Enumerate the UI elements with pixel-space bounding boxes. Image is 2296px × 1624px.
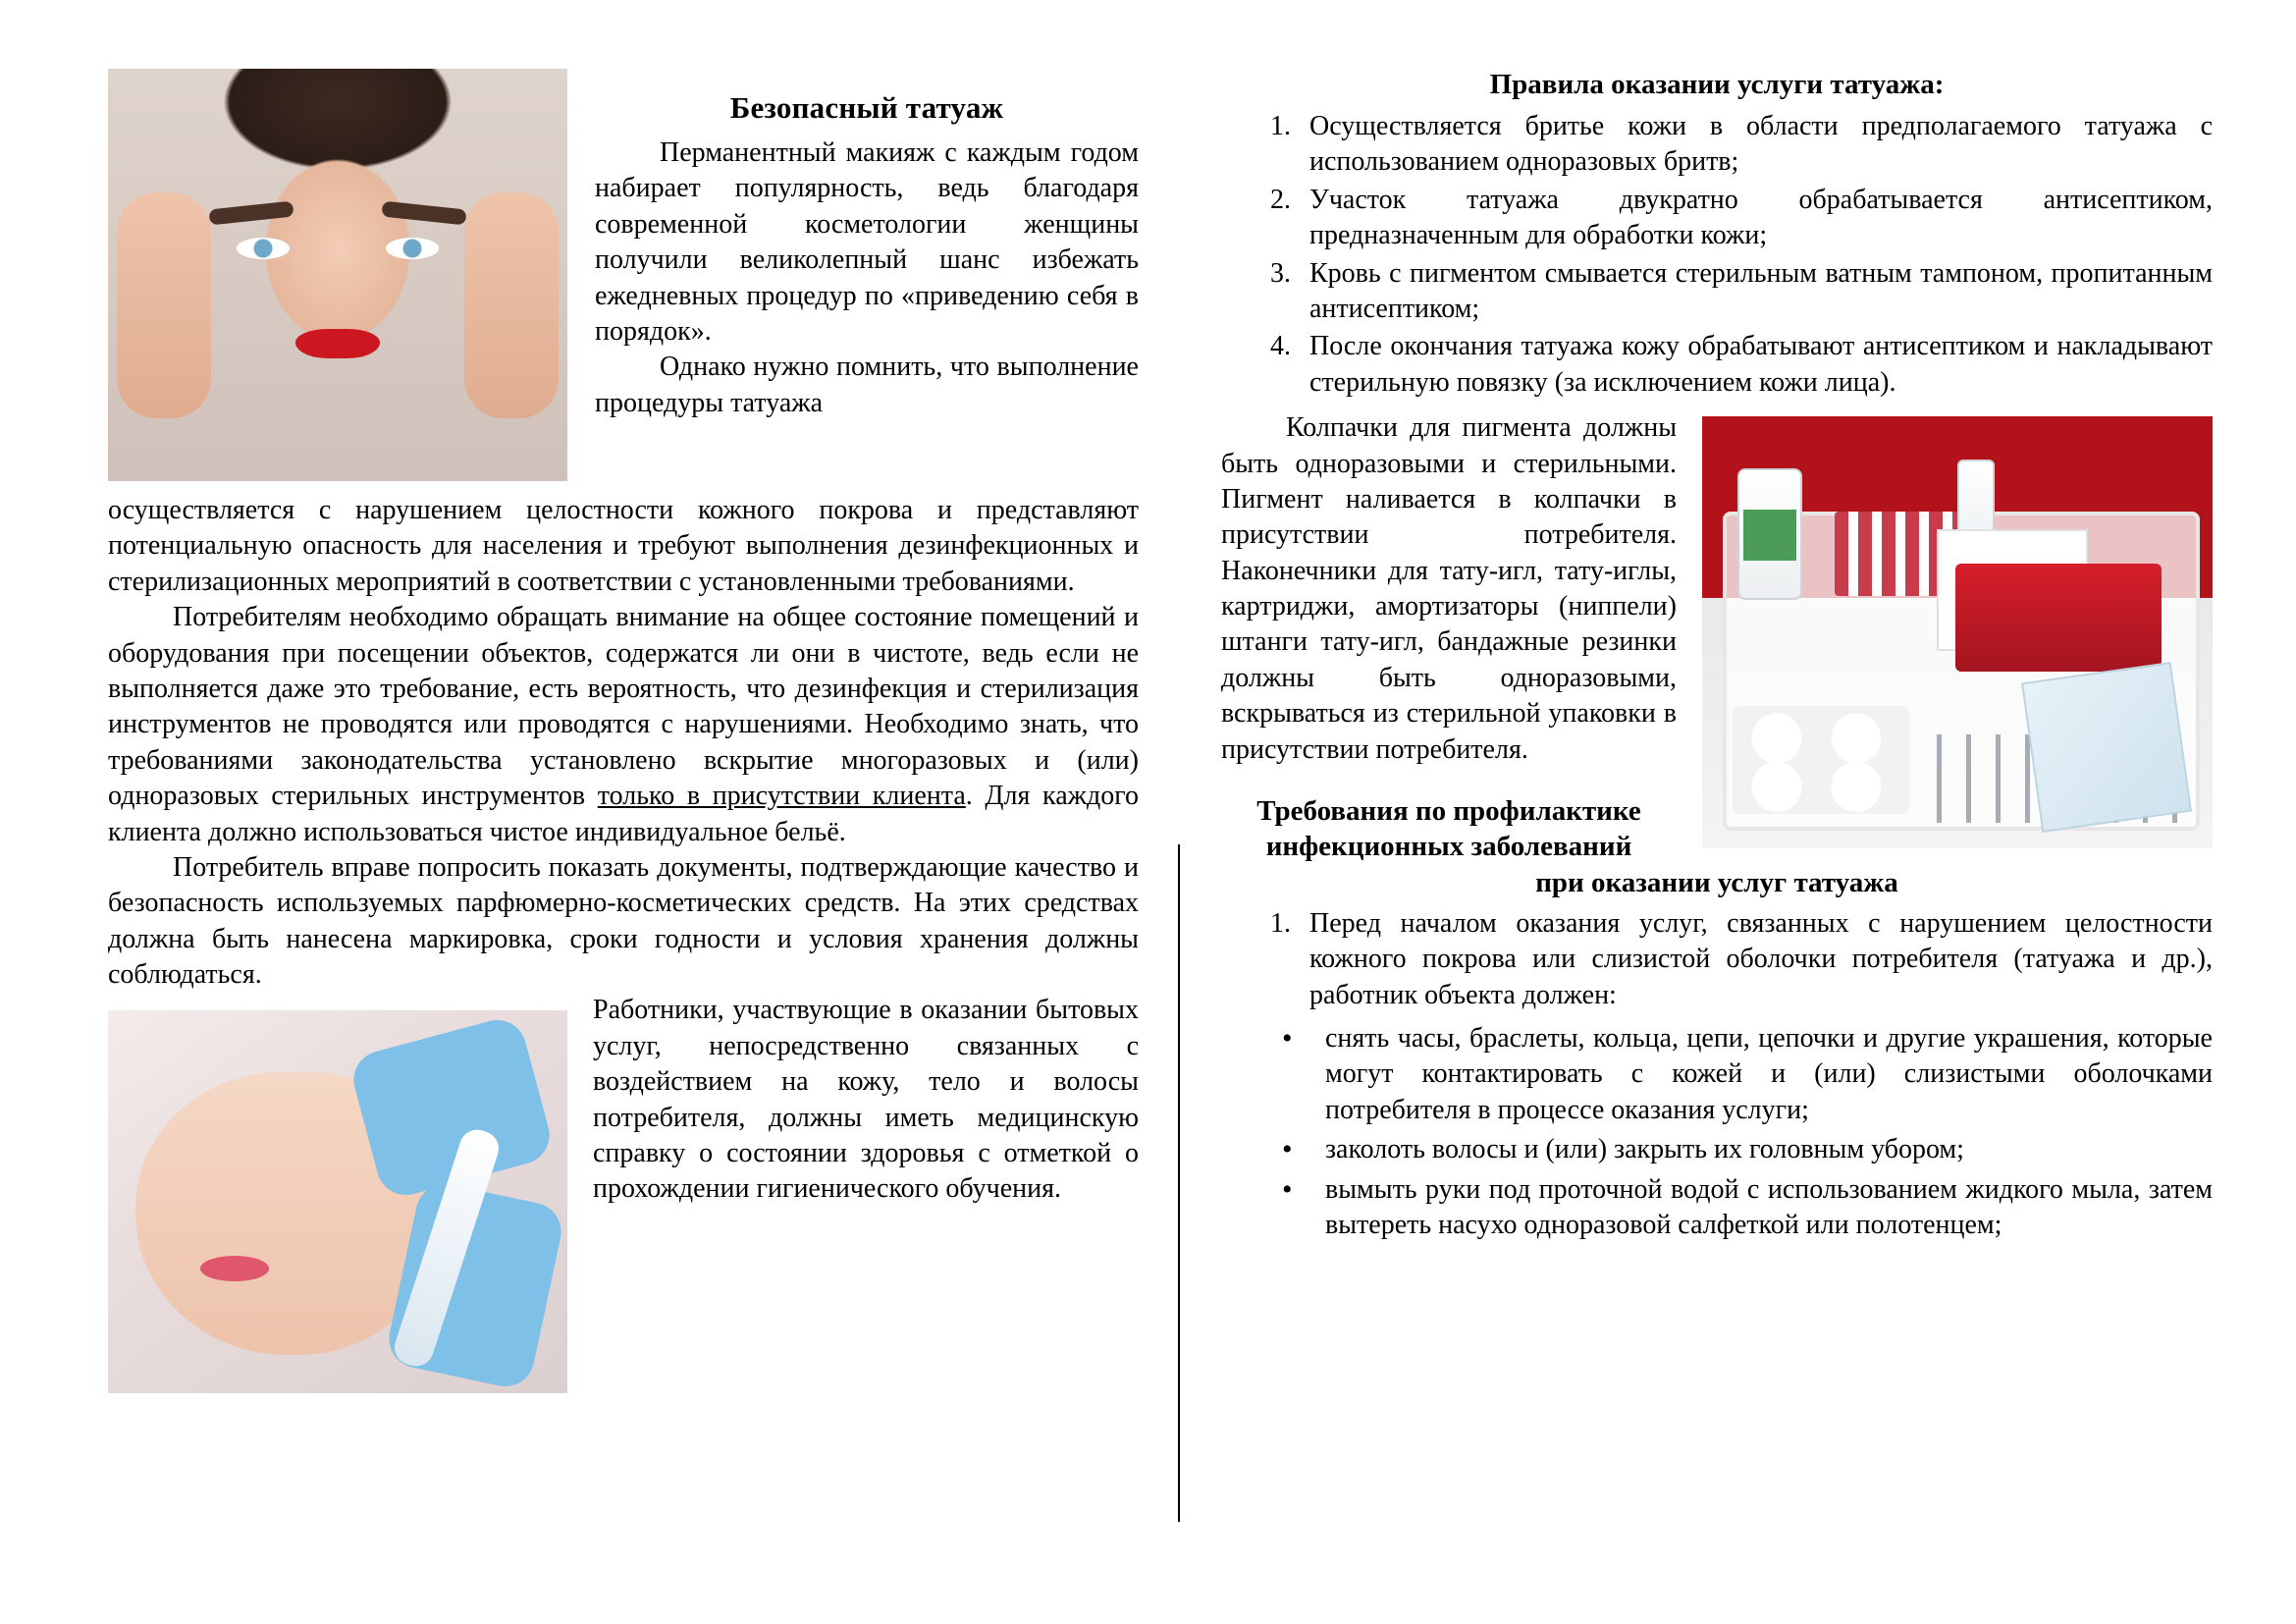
requirements-list <box>1221 906 2213 1013</box>
eyebrow-left-shape <box>208 200 294 225</box>
sponges-shape <box>1733 706 1909 814</box>
permanent-makeup-procedure-photo <box>108 1010 567 1393</box>
workers-wrap-block <box>108 993 1139 1207</box>
requirements-heading-line-2: инфекционных заболеваний <box>1265 831 1632 863</box>
requirements-bullet-list <box>1221 1021 2213 1243</box>
left-column <box>108 69 1178 1585</box>
paragraph-documents-wrap <box>108 850 1139 994</box>
bottle-label-shape <box>1743 510 1796 561</box>
paragraph-workers: Работники, участвующие в оказании бытовых услуг, непосредственно связанных с воздействием на кожу, тело и волосы потребителя, должны иметь медицинскую справку о состоянии здоровья с отметкой о прохождении гигиенического обучения. <box>593 995 1139 1205</box>
bullet-item: • вымыть руки под проточной водой с использованием жидкого мыла, затем вытереть насухо одноразовой салфеткой или полотенцем; <box>1282 1172 2213 1244</box>
paragraph-consumers-part1: Потребителям необходимо обращать внимание на общее состояние помещений и оборудования при посещении объектов, содержатся ли они в чистоте, ведь если не выполняется даже это требование, есть вероятность, что дезинфекция и стерилизация инструментов не проводятся или проводятся с нарушениями. Необходимо знать, что требованиями законодательства установлено вскрытие многоразовых и (или) одноразовых стерильных инструментов <box>108 602 1139 812</box>
left-body-text <box>108 493 1139 1208</box>
rules-list-item: 1. Осуществляется бритье кожи в области предполагаемого татуажа с использованием одноразовых бритв; <box>1298 109 2213 181</box>
rules-list-item: 2. Участок татуажа двукратно обрабатывается антисептиком, предназначенным для обработки кожи; <box>1298 183 2213 254</box>
requirements-heading-line-1: Требования по профилактике <box>1256 795 1641 828</box>
tattoo-equipment-tray-photo <box>1702 416 2213 848</box>
tattoo-machine-shape <box>1955 564 2162 672</box>
spacer <box>1221 403 2213 410</box>
requirements-list-item: 1. Перед началом оказания услуг, связанных с нарушением целостности кожного покрова или слизистой оболочки потребителя (татуажа и др.), работник объекта должен: <box>1298 906 2213 1013</box>
paragraph-consumers-part2: . Для каждого клиента должно использоваться чистое индивидуальное бельё. <box>108 781 1139 847</box>
rules-heading: Правила оказании услуги татуажа: <box>1489 69 1945 100</box>
intro-text-block <box>595 69 1139 421</box>
caps-text-block <box>1221 410 2213 768</box>
requirements-heading-line-3: при оказании услуг татуажа <box>1535 866 1898 898</box>
eye-left-shape <box>237 238 290 259</box>
hand-left-shape <box>117 192 211 418</box>
bullet-item: • снять часы, браслеты, кольца, цепи, цепочки и другие украшения, которые могут контактировать с кожей и (или) слизистыми оболочками потребителя в процессе оказания услуги; <box>1282 1021 2213 1128</box>
bullet-item: • заколоть волосы и (или) закрыть их головным убором; <box>1282 1132 2213 1167</box>
sterile-pouch-shape <box>2021 662 2192 833</box>
intro-paragraph-1: Перманентный макияж с каждым годом набирает популярность, ведь благодаря современной косметологии женщины получили великолепный шанс избежать ежедневных процедур по «приведению себя в порядок». <box>595 137 1139 347</box>
paragraph-consumers-underlined: только в присутствии клиента <box>597 781 966 812</box>
hero-row <box>108 69 1139 481</box>
paragraph-consumers <box>108 600 1139 850</box>
paragraph-documents: Потребитель вправе попросить показать документы, подтверждающие качество и безопасность используемых парфюмерно-косметических средств. На этих средствах должна быть нанесена маркировка, сроки годности и условия хранения должны соблюдаться. <box>108 851 1139 991</box>
eyebrow-right-shape <box>381 200 466 225</box>
antiseptic-bottle-shape <box>1737 468 1802 600</box>
rules-list-item: 4. После окончания татуажа кожу обрабатывают антисептиком и накладывают стерильную повязку (за исключением кожи лица). <box>1298 329 2213 401</box>
right-column <box>1180 69 2213 1585</box>
page-title: Безопасный татуаж <box>729 90 1004 125</box>
rules-list <box>1221 109 2213 401</box>
rules-list-item: 3. Кровь с пигментом смывается стерильным ватным тампоном, пропитанным антисептиком; <box>1298 256 2213 328</box>
client-lips-shape <box>200 1256 269 1281</box>
hand-right-shape <box>464 192 559 418</box>
intro-paragraph-2: Однако нужно помнить, что выполнение процедуры татуажа <box>595 352 1139 418</box>
eye-right-shape <box>386 238 439 259</box>
paragraph-after-photo: осуществляется с нарушением целостности кожного покрова и представляют потенциальную опасность для населения и требуют выполнения дезинфекционных и стерилизационных мероприятий в соответствии с установленными требованиями. <box>108 495 1139 597</box>
woman-face-photo <box>108 69 567 481</box>
caps-paragraph: Колпачки для пигмента должны быть одноразовыми и стерильными. Пигмент наливается в колпачки в присутствии потребителя. Наконечники для тату-игл, тату-иглы, картриджи, амортизаторы (ниппели) штанги тату-игл, бандажные резинки должны быть одноразовыми, вскрываться из стерильной упаковки в присутствии потребителя. <box>1221 412 1677 765</box>
